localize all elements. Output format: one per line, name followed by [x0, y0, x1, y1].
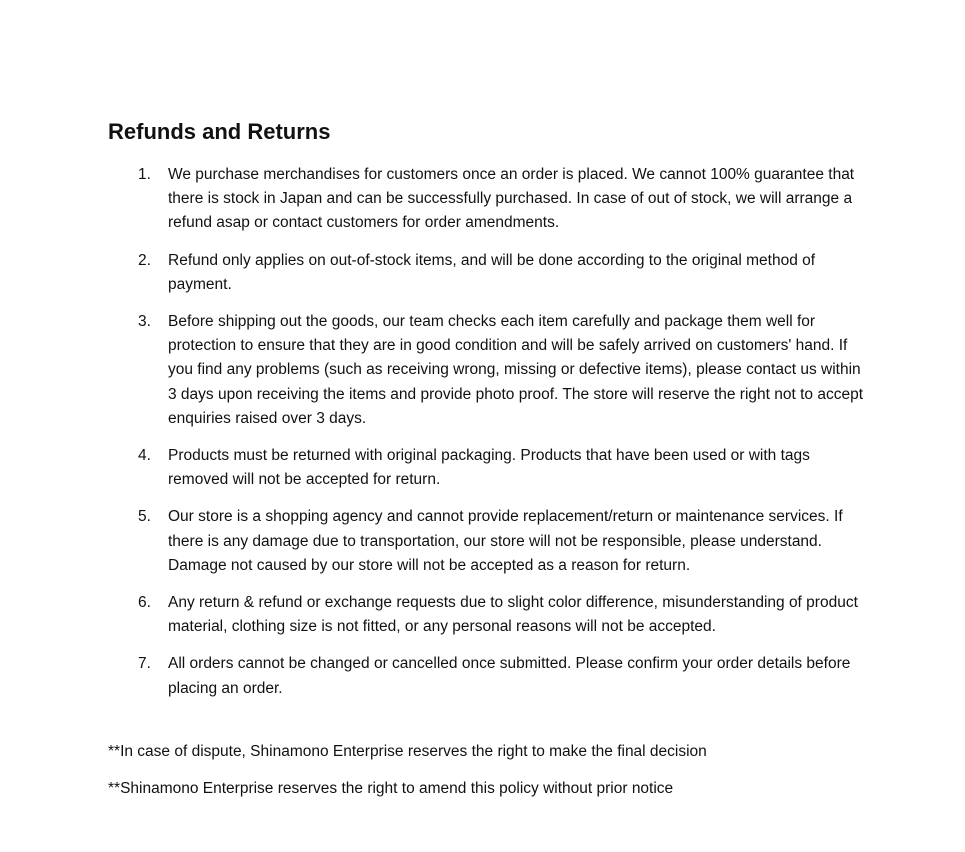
policy-item-text: Our store is a shopping agency and cannot provide replacement/return or maintenance services. If there is any damage due to transportation, our store will not be responsible, please understand. Damage not caused by our store will not be accepted as a reason for return. [168, 508, 843, 574]
policy-item-number: 2. [138, 251, 151, 269]
policy-item-text: Before shipping out the goods, our team checks each item carefully and package them well for protection to ensure that they are in good condition and will be safely arrived on customers' hand. If you find any problems (such as receiving wrong, missing or defective items), please contact us within 3 days upon receiving the items and provide photo proof. The store will reserve the right not to accept enquiries raised over 3 days. [168, 313, 864, 427]
policy-item-3 [138, 310, 868, 431]
page-title: Refunds and Returns [108, 119, 331, 144]
policy-item-6 [138, 591, 868, 639]
policy-item-number: 4. [138, 447, 151, 465]
policy-item-number: 7. [138, 655, 151, 673]
policy-item-text: Products must be returned with original packaging. Products that have been used or with tags removed will not be accepted for return. [168, 447, 810, 489]
policy-item-number: 6. [138, 594, 151, 612]
policy-item-1 [138, 163, 868, 236]
policy-item-7 [138, 652, 868, 700]
amendment-note: **Shinamono Enterprise reserves the right to amend this policy without prior notice [108, 780, 674, 797]
policy-item-number: 3. [138, 313, 151, 331]
policy-item-2 [138, 249, 868, 297]
policy-item-text: We purchase merchandises for customers once an order is placed. We cannot 100% guarantee that there is stock in Japan and can be successfully purchased. In case of out of stock, we will arrange a refund asap or contact customers for order amendments. [168, 166, 855, 232]
policy-item-number: 1. [138, 166, 151, 183]
dispute-note: **In case of dispute, Shinamono Enterprise reserves the right to make the final decision [108, 743, 707, 760]
policy-item-5 [138, 505, 868, 578]
policy-item-4 [138, 444, 868, 492]
policy-item-text: Refund only applies on out-of-stock items, and will be done according to the original method of payment. [168, 251, 816, 293]
policy-item-text: Any return & refund or exchange requests due to slight color difference, misunderstanding of product material, clothing size is not fitted, or any personal reasons will not be accepted. [168, 594, 858, 636]
policy-item-text: All orders cannot be changed or cancelled once submitted. Please confirm your order details before placing an order. [168, 655, 851, 697]
policy-list [138, 163, 868, 714]
policy-item-number: 5. [138, 508, 151, 526]
